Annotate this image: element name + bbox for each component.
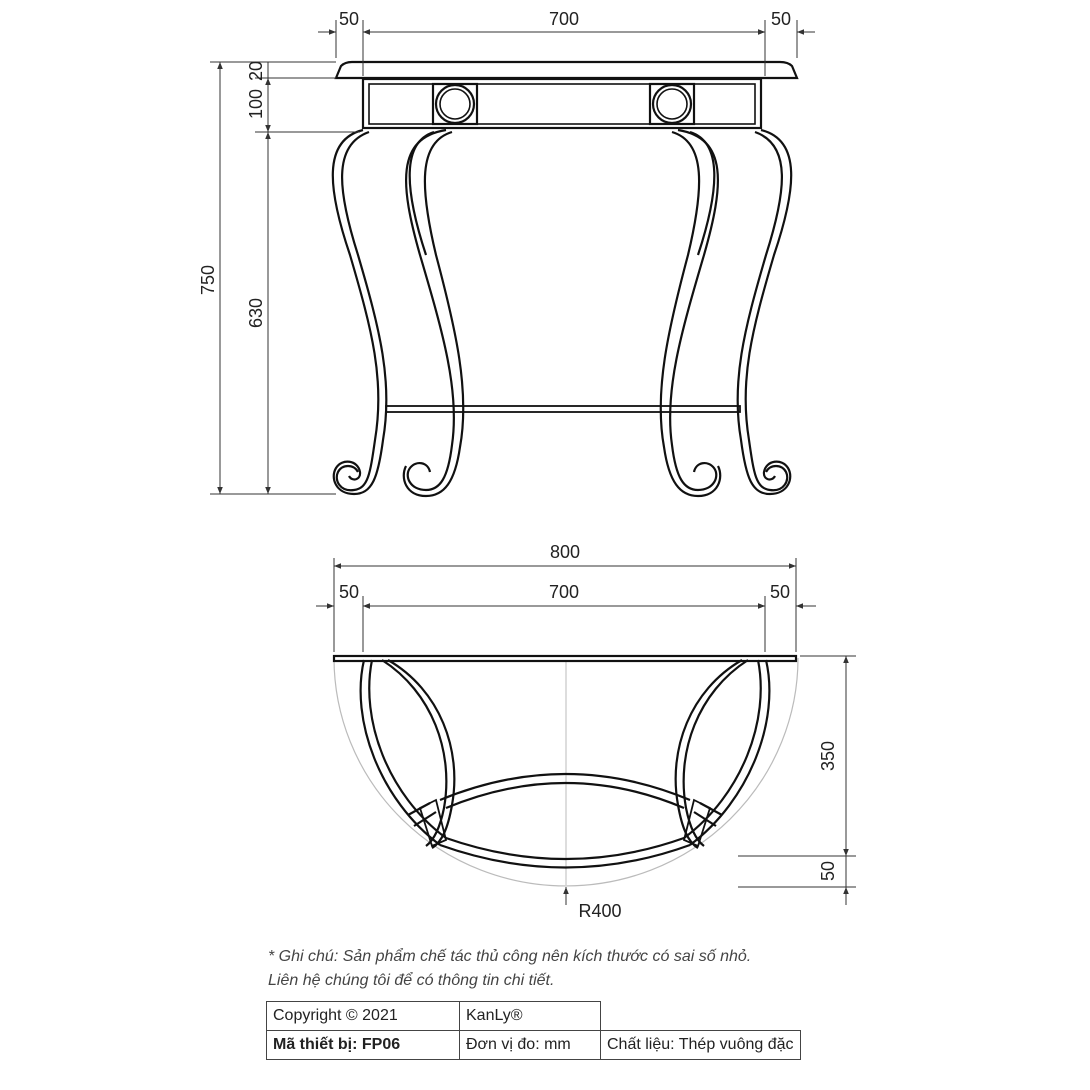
dim-top-800: 800 — [549, 542, 581, 562]
dim-front-630: 630 — [246, 297, 266, 329]
info-table-row — [267, 1002, 801, 1031]
apron-inner — [369, 84, 755, 124]
leg-inner-right — [661, 130, 721, 496]
front-view — [333, 62, 797, 496]
dim-front-left-50: 50 — [338, 9, 360, 29]
dim-top-right-50: 50 — [769, 582, 791, 602]
device-code-cell: Mã thiết bị: FP06 — [267, 1031, 460, 1060]
info-table — [266, 1001, 801, 1060]
apron-ring-right — [650, 84, 694, 124]
dim-top-350: 350 — [818, 740, 838, 772]
leg-outer-right — [738, 130, 792, 494]
leg-outer-left — [333, 130, 387, 494]
top-view — [334, 656, 798, 886]
note-line-2: Liên hệ chúng tôi để có thông tin chi tiết. — [268, 972, 555, 989]
dim-top-700: 700 — [548, 582, 580, 602]
dim-front-right-50: 50 — [770, 9, 792, 29]
dim-front-100: 100 — [246, 88, 266, 120]
brand-cell: KanLy® — [460, 1002, 601, 1031]
info-table-row — [267, 1031, 801, 1060]
dim-front-20: 20 — [246, 60, 266, 82]
note-line-1: * Ghi chú: Sản phẩm chế tác thủ công nên kích thước có sai số nhỏ. — [268, 948, 752, 965]
material-cell: Chất liệu: Thép vuông đặc — [601, 1031, 801, 1060]
dim-front-700: 700 — [548, 9, 580, 29]
dim-radius-r400: R400 — [578, 901, 622, 921]
leg-inner-left — [404, 130, 464, 496]
apron-ring-left — [433, 84, 477, 124]
top-view-right-frame — [676, 660, 770, 848]
table-top — [336, 62, 797, 78]
top-view-lower-arc-inner — [446, 838, 684, 859]
dim-top-bottom-50: 50 — [818, 860, 838, 882]
dim-top-left-50: 50 — [338, 582, 360, 602]
front-dimensions — [210, 20, 815, 494]
empty-cell — [601, 1002, 801, 1031]
apron-frame — [363, 79, 761, 128]
copyright-cell: Copyright © 2021 — [267, 1002, 460, 1031]
stretcher-bar — [386, 406, 740, 412]
top-view-tabletop-edge — [334, 656, 796, 661]
top-dimensions — [316, 558, 856, 905]
unit-cell: Đơn vị đo: mm — [460, 1031, 601, 1060]
dim-front-750: 750 — [198, 264, 218, 296]
top-view-left-frame — [361, 660, 455, 848]
